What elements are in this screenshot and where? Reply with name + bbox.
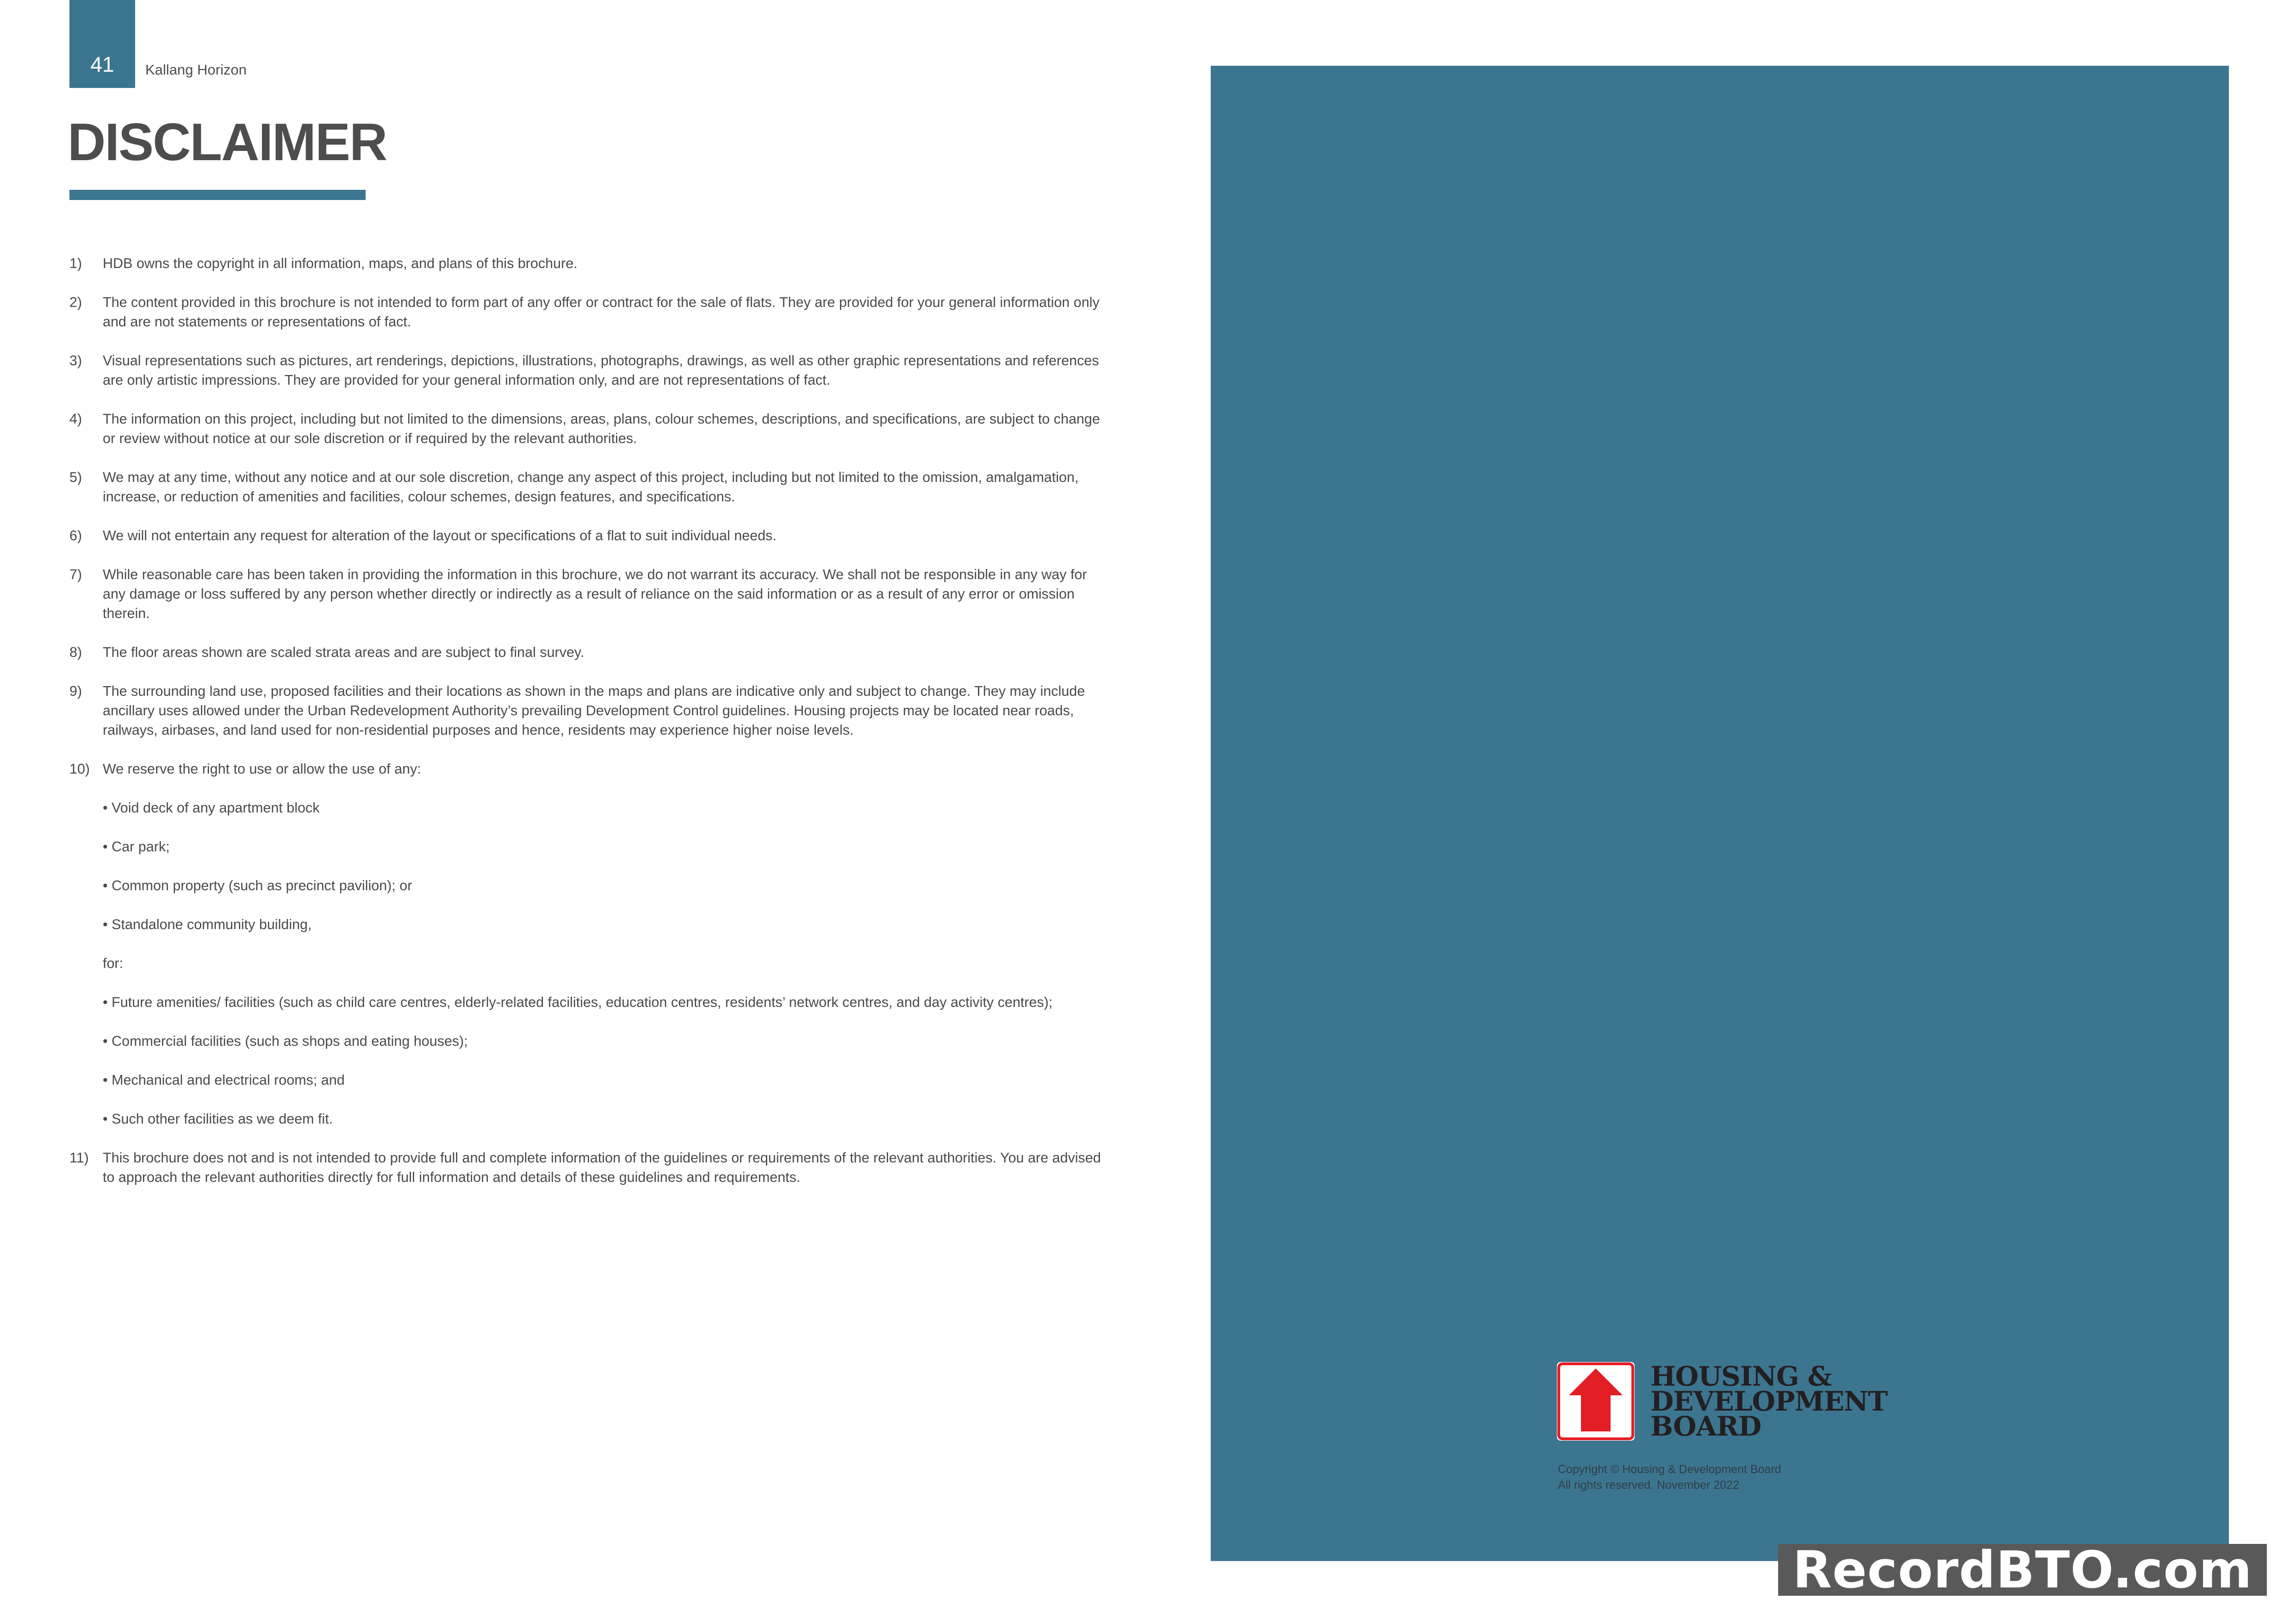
clause-6	[69, 526, 1101, 545]
clause-text: We will not entertain any request for alteration of the layout or specifications of a flat to suit individual needs.	[103, 528, 777, 543]
project-name: Kallang Horizon	[145, 62, 247, 78]
clause-number: 11)	[69, 1150, 89, 1166]
clause-1	[69, 254, 1101, 273]
clause-7	[69, 565, 1101, 623]
clause-number: 3)	[69, 353, 82, 369]
clause-text: Visual representations such as pictures, art renderings, depictions, illustrations, photographs, drawings, as well as other graphic representations and references are only artistic impressions. They are provided for your general information only, and are not representations of fact.	[103, 353, 1099, 388]
clause-4	[69, 409, 1101, 448]
clause-text: The content provided in this brochure is not intended to form part of any offer or contract for the sale of flats. They are provided for your general information only and are not statements or representations of fact.	[103, 294, 1100, 330]
logo-line: HOUSING &	[1650, 1361, 1832, 1392]
list-item: • Standalone community building,	[103, 917, 312, 932]
copyright-line: All rights reserved. November 2022	[1558, 1479, 1739, 1492]
hdb-logo-wordmark	[1650, 1361, 1888, 1442]
clause-8	[69, 643, 1101, 662]
list-item: • Void deck of any apartment block	[103, 800, 320, 816]
list-item: • Such other facilities as we deem fit.	[103, 1111, 333, 1127]
clause-text: HDB owns the copyright in all information, maps, and plans of this brochure.	[103, 256, 578, 271]
clause-text: While reasonable care has been taken in providing the information in this brochure, we do not warrant its accuracy. We shall not be responsible in any way for any damage or loss suffered by any person whether directly or indirectly as a result of reliance on the said information or as a result of any error or omission therein.	[103, 567, 1087, 621]
list-item: • Car park;	[103, 839, 170, 855]
clause-text: We reserve the right to use or allow the use of any:	[103, 761, 421, 777]
list-item: • Common property (such as precinct pavilion); or	[103, 878, 412, 893]
copyright-notice	[1558, 1462, 1781, 1493]
logo-line: BOARD	[1650, 1411, 1761, 1442]
for-label: for:	[103, 956, 124, 971]
clause-10-sublist	[103, 798, 1101, 1129]
clause-number: 6)	[69, 528, 82, 543]
clause-3	[69, 351, 1101, 390]
clause-10	[69, 759, 1101, 1129]
clause-text: We may at any time, without any notice and at our sole discretion, change any aspect of this project, including but not limited to the omission, amalgamation, increase, or reduction of amenities and facilities, colour schemes, design features, and specifications.	[103, 469, 1079, 505]
clause-number: 1)	[69, 256, 82, 271]
cover-panel	[1211, 66, 2229, 1561]
copyright-line: Copyright © Housing & Development Board	[1558, 1463, 1781, 1476]
clause-text: The surrounding land use, proposed facilities and their locations as shown in the maps and plans are indicative only and subject to change. They may include ancillary uses allowed under the Urban Redevelopment Authority’s prevailing Development Control guidelines. Housing projects may be located near roads, railways, airbases, and land used for non-residential purposes and hence, residents may experience higher noise levels.	[103, 683, 1085, 738]
clause-number: 4)	[69, 411, 82, 427]
clause-number: 9)	[69, 683, 82, 699]
list-item: • Future amenities/ facilities (such as child care centres, elderly-related facilities, education centres, residents’ network centres, and day activity centres);	[103, 994, 1053, 1010]
hdb-house-arrow-icon	[1557, 1362, 1635, 1441]
page-title: DISCLAIMER	[68, 113, 387, 172]
page-number: 41	[90, 52, 114, 76]
clause-11	[69, 1148, 1101, 1187]
logo-line: DEVELOPMENT	[1650, 1386, 1888, 1417]
clause-text: The information on this project, including but not limited to the dimensions, areas, plans, colour schemes, descriptions, and specifications, are subject to change or review without notice at our sole discretion or if required by the relevant authorities.	[103, 411, 1100, 446]
clause-2	[69, 293, 1101, 331]
clause-9	[69, 681, 1101, 740]
watermark: RecordBTO.com	[1778, 1544, 2267, 1596]
title-underline	[69, 190, 366, 200]
clause-number: 10)	[69, 761, 90, 777]
list-item: • Mechanical and electrical rooms; and	[103, 1072, 345, 1088]
list-item: • Commercial facilities (such as shops and eating houses);	[103, 1033, 468, 1049]
clause-text: The floor areas shown are scaled strata areas and are subject to final survey.	[103, 644, 585, 660]
clause-5	[69, 468, 1101, 506]
clause-number: 2)	[69, 294, 82, 310]
clause-number: 5)	[69, 469, 82, 485]
clause-number: 7)	[69, 567, 82, 582]
clause-number: 8)	[69, 644, 82, 660]
clause-text: This brochure does not and is not intended to provide full and complete information of the guidelines or requirements of the relevant authorities. You are advised to approach the relevant authorities directly for full information and details of these guidelines and requirements.	[103, 1150, 1101, 1185]
disclaimer-list	[69, 254, 1101, 1206]
